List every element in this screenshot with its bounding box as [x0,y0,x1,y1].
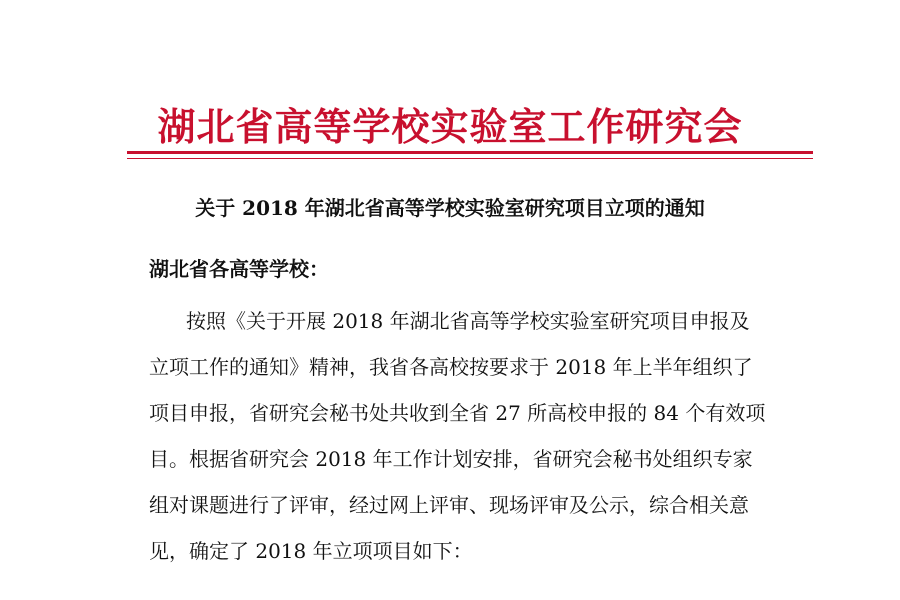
notice-title: 关于 2018 年湖北省高等学校实验室研究项目立项的通知 [195,196,705,220]
letterhead-org-name: 湖北省高等学校实验室工作研究会 [157,104,743,149]
body-line: 目。根据省研究会 2018 年工作计划安排，省研究会秘书处组织专家 [149,447,753,471]
letterhead-rule-thin [127,158,813,159]
body-line: 项目申报，省研究会秘书处共收到全省 27 所高校申报的 84 个有效项 [149,401,766,425]
body-line: 组对课题进行了评审，经过网上评审、现场评审及公示，综合相关意 [149,493,749,517]
notice-addressee: 湖北省各高等学校： [149,257,329,281]
letterhead-rule-thick [127,151,813,154]
body-line: 见，确定了 2018 年立项项目如下： [149,539,473,563]
body-line: 按照《关于开展 2018 年湖北省高等学校实验室研究项目申报及 [186,309,750,333]
body-line: 立项工作的通知》精神，我省各高校按要求于 2018 年上半年组织了 [149,355,753,379]
